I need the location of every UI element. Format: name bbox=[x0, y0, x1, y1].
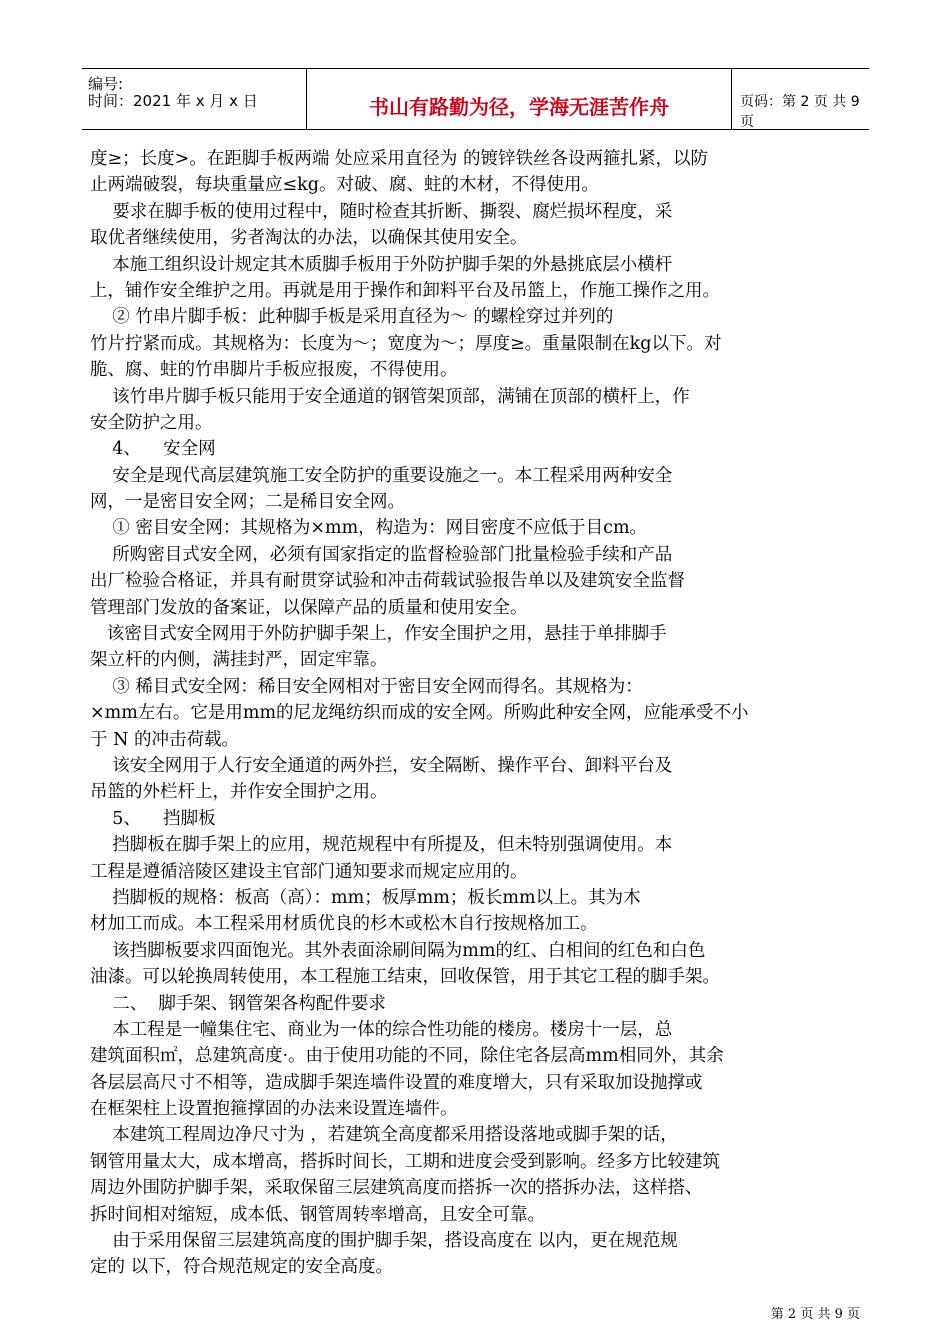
body-text-line: 该安全网用于人行安全通道的两外拦，安全隔断、操作平台、卸料平台及 bbox=[90, 755, 673, 776]
body-text-line: 本施工组织设计规定其木质脚手板用于外防护脚手架的外悬挑底层小横杆 bbox=[90, 254, 673, 275]
body-text-line: 各层层高尺寸不相等，造成脚手架连墙件设置的难度增大，只有采取加设抛撑或 bbox=[90, 1072, 703, 1093]
body-text-line: 材加工而成。本工程采用材质优良的杉木或松木自行按规格加工。 bbox=[90, 914, 598, 935]
document-number-label: 编号: bbox=[88, 75, 124, 93]
body-text-line: 本建筑工程周边净尺寸为 ，若建筑全高度都采用搭设落地或脚手架的话， bbox=[90, 1125, 678, 1146]
body-text-line: 吊篮的外栏杆上，并作安全围护之用。 bbox=[90, 782, 388, 803]
body-text-line: 要求在脚手板的使用过程中，随时检查其折断、撕裂、腐烂损坏程度，采 bbox=[90, 201, 673, 222]
body-text-line: 本工程是一幢集住宅、商业为一体的综合性功能的楼房。楼房十一层，总 bbox=[90, 1019, 673, 1040]
header-motto: 书山有路勤为径，学海无涯苦作舟 bbox=[369, 95, 669, 119]
body-text-line: ×mm左右。它是用mm的尼龙绳纺织而成的安全网。所购此种安全网，应能承受不小 bbox=[90, 703, 749, 724]
body-text-line: ② 竹串片脚手板：此种脚手板是采用直径为～ 的螺栓穿过并列的 bbox=[90, 307, 614, 328]
body-text-line: 挡脚板在脚手架上的应用，规范规程中有所提及，但未特别强调使用。本 bbox=[90, 835, 673, 856]
body-text-line: 该密目式安全网用于外防护脚手架上，作安全围护之用，悬挂于单排脚手 bbox=[90, 624, 667, 645]
body-text-line: 管理部门发放的备案证，以保障产品的质量和使用安全。 bbox=[90, 597, 528, 618]
body-text-line: 安全是现代高层建筑施工安全防护的重要设施之一。本工程采用两种安全 bbox=[90, 465, 673, 486]
body-text-line: 4、 安全网 bbox=[90, 439, 216, 460]
document-body bbox=[90, 146, 870, 1281]
body-text-line: 度≥；长度>。在距脚手板两端 处应采用直径为 的镀锌铁丝各设两箍扎紧，以防 bbox=[90, 149, 708, 169]
body-text-line: 取优者继续使用，劣者淘汰的办法，以确保其使用安全。 bbox=[90, 228, 528, 249]
body-text-line: 架立杆的内侧，满挂封严，固定牢靠。 bbox=[90, 650, 388, 671]
header-motto-cell bbox=[307, 69, 732, 129]
body-text-line: 脆、腐、蛀的竹串脚片手板应报废，不得使用。 bbox=[90, 360, 458, 381]
body-text-line: 该挡脚板要求四面饱光。其外表面涂刷间隔为mm的红、白相间的红色和白色 bbox=[90, 940, 706, 961]
page-header bbox=[82, 68, 869, 130]
header-page-cell bbox=[732, 69, 869, 129]
body-text-line: 由于采用保留三层建筑高度的围护脚手架，搭设高度在 以内，更在规范规 bbox=[90, 1231, 678, 1252]
body-text-line: 建筑面积㎡，总建筑高度·。由于使用功能的不同，除住宅各层高mm相同外，其余 bbox=[90, 1046, 724, 1067]
body-text-line: 周边外围防护脚手架，采取保留三层建筑高度而搭拆一次的搭拆办法，这样搭、 bbox=[90, 1178, 703, 1199]
body-text-line: 所购密目式安全网，必须有国家指定的监督检验部门批量检验手续和产品 bbox=[90, 544, 673, 565]
body-text-line: 上，铺作安全维护之用。再就是用于操作和卸料平台及吊篮上，作施工操作之用。 bbox=[90, 280, 720, 301]
body-text-line: 竹片拧紧而成。其规格为：长度为～；宽度为～；厚度≥。重量限制在kg以下。对 bbox=[90, 333, 722, 354]
body-text-line: 安全防护之用。 bbox=[90, 412, 213, 433]
header-page-code: 页码：第 2 页 共 9 页 bbox=[740, 94, 860, 130]
body-text-line: 二、 脚手架、钢管架各构配件要求 bbox=[90, 993, 386, 1014]
body-text-line: 油漆。可以轮换周转使用，本工程施工结束，回收保管，用于其它工程的脚手架。 bbox=[90, 967, 720, 988]
body-text-line: 于 N 的冲击荷载。 bbox=[90, 729, 239, 750]
body-text-line: 网，一是密目安全网；二是稀目安全网。 bbox=[90, 492, 405, 513]
body-text-line: 挡脚板的规格：板高（高）：mm；板厚mm；板长mm以上。其为木 bbox=[90, 887, 641, 908]
document-date-label: 时间：2021 年 x 月 x 日 bbox=[88, 92, 258, 110]
body-text-line: ① 密目安全网：其规格为×mm，构造为：网目密度不应低于目cm。 bbox=[90, 518, 648, 539]
body-text-line: 工程是遵循涪陵区建设主官部门通知要求而规定应用的。 bbox=[90, 861, 528, 882]
body-text-line: 在框架柱上设置抱箍撑固的办法来设置连墙件。 bbox=[90, 1099, 458, 1120]
page-footer: 第 2 页 共 9 页 bbox=[770, 1307, 860, 1322]
header-info-cell bbox=[82, 69, 307, 129]
body-text-line: ③ 稀目式安全网：稀目安全网相对于密目安全网而得名。其规格为： bbox=[90, 676, 643, 697]
body-text-line: 该竹串片脚手板只能用于安全通道的钢管架顶部，满铺在顶部的横杆上，作 bbox=[90, 386, 690, 407]
body-text-line: 定的 以下，符合规范规定的安全高度。 bbox=[90, 1257, 394, 1278]
body-text-line: 拆时间相对缩短，成本低、钢管周转率增高，且安全可靠。 bbox=[90, 1204, 545, 1225]
body-text-line: 钢管用量太大，成本增高，搭拆时间长，工期和进度会受到影响。经多方比较建筑 bbox=[90, 1151, 720, 1172]
body-text-line: 止两端破裂，每块重量应≤kg。对破、腐、蛀的木材，不得使用。 bbox=[90, 175, 599, 196]
body-text-line: 出厂检验合格证，并具有耐贯穿试验和冲击荷载试验报告单以及建筑安全监督 bbox=[90, 571, 685, 592]
body-text-line: 5、 挡脚板 bbox=[90, 808, 216, 829]
